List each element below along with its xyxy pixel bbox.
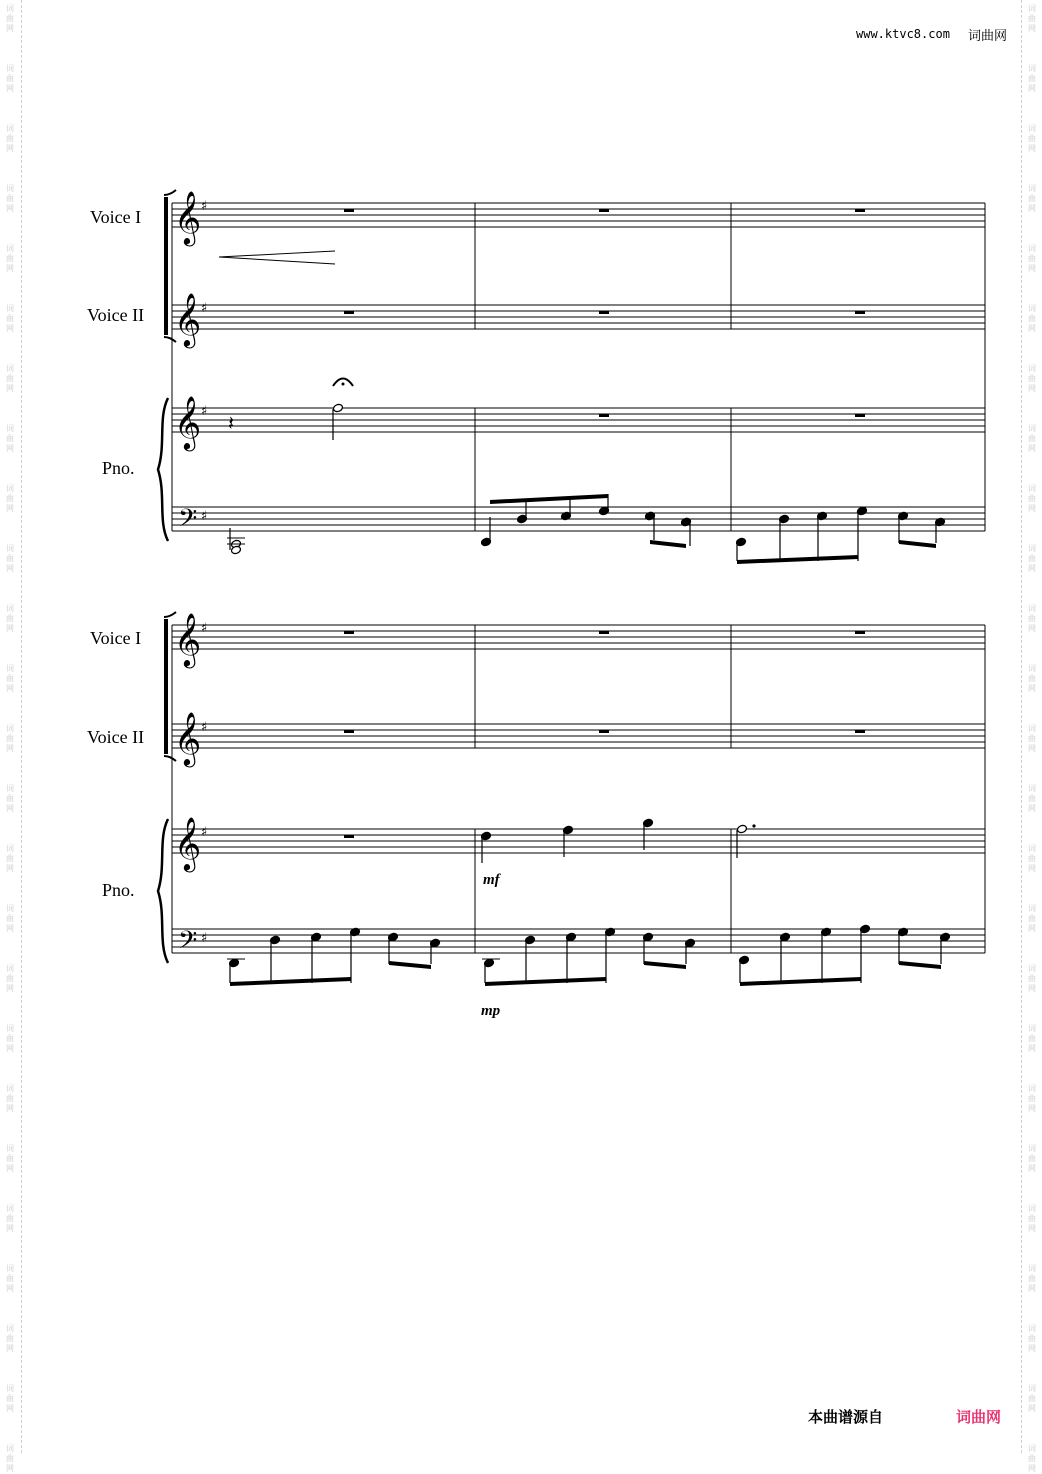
watermark-char: 词 [1028, 484, 1036, 493]
watermark-char: 网 [1028, 1104, 1036, 1113]
watermark-char: 曲 [1028, 194, 1036, 203]
watermark-char: 网 [1028, 384, 1036, 393]
watermark-char: 词 [6, 184, 14, 193]
watermark-char: 网 [1028, 444, 1036, 453]
watermark-char: 词 [6, 724, 14, 733]
watermark-char: 曲 [1028, 1274, 1036, 1283]
watermark-char: 曲 [1028, 14, 1036, 23]
watermark-char: 网 [1028, 24, 1036, 33]
watermark-char: 曲 [6, 434, 14, 443]
watermark-char: 网 [6, 864, 14, 873]
watermark-char: 网 [6, 384, 14, 393]
watermark-char: 词 [6, 484, 14, 493]
whole-rest [599, 414, 609, 417]
watermark-char: 网 [6, 324, 14, 333]
treble-clef: 𝄞 [174, 395, 202, 449]
watermark-char: 词 [1028, 1264, 1036, 1273]
watermark-char: 网 [6, 624, 14, 633]
watermark-char: 网 [6, 564, 14, 573]
watermark-char: 词 [6, 1024, 14, 1033]
watermark-char: 词 [6, 244, 14, 253]
watermark-char: 曲 [6, 1034, 14, 1043]
watermark-char: 词 [6, 424, 14, 433]
watermark-char: 曲 [6, 1394, 14, 1403]
watermark-char: 曲 [6, 74, 14, 83]
watermark-char: 网 [6, 924, 14, 933]
watermark-char: 曲 [1028, 614, 1036, 623]
watermark-char: 词 [6, 904, 14, 913]
key-signature-sharp: ♯ [201, 825, 208, 840]
watermark-char: 网 [1028, 744, 1036, 753]
whole-rest [855, 730, 865, 733]
whole-rest [599, 311, 609, 314]
watermark-char: 曲 [1028, 1034, 1036, 1043]
whole-rest [855, 631, 865, 634]
watermark-char: 词 [1028, 664, 1036, 673]
watermark-char: 网 [1028, 984, 1036, 993]
piano-brace [158, 398, 168, 541]
watermark-char: 曲 [1028, 1214, 1036, 1223]
watermark-char: 曲 [6, 854, 14, 863]
watermark-char: 词 [1028, 64, 1036, 73]
watermark-char: 网 [6, 744, 14, 753]
watermark-char: 曲 [1028, 1334, 1036, 1343]
watermark-char: 词 [6, 124, 14, 133]
watermark-char: 词 [1028, 964, 1036, 973]
watermark-char: 词 [1028, 1024, 1036, 1033]
footer-source-text: 本曲谱源自 [808, 1408, 884, 1426]
staff-label-piano: Pno. [102, 458, 135, 478]
watermark-char: 词 [6, 1144, 14, 1153]
watermark-char: 网 [1028, 504, 1036, 513]
note-beam [644, 961, 686, 969]
watermark-char: 曲 [1028, 1454, 1036, 1463]
watermark-char: 词 [1028, 304, 1036, 313]
watermark-char: 网 [1028, 684, 1036, 693]
watermark-char: 网 [6, 444, 14, 453]
watermark-char: 曲 [1028, 134, 1036, 143]
watermark-char: 词 [6, 604, 14, 613]
watermark-char: 网 [1028, 264, 1036, 273]
watermark-char: 网 [1028, 84, 1036, 93]
note-beam [490, 494, 608, 504]
watermark-char: 曲 [6, 494, 14, 503]
watermark-char: 网 [6, 204, 14, 213]
augmentation-dot [752, 824, 755, 827]
watermark-char: 网 [1028, 624, 1036, 633]
watermark-char: 曲 [6, 614, 14, 623]
watermark-char: 曲 [1028, 554, 1036, 563]
watermark-char: 词 [6, 1264, 14, 1273]
note-beam [389, 961, 431, 969]
watermark-char: 网 [6, 504, 14, 513]
key-signature-sharp: ♯ [201, 404, 208, 419]
watermark-char: 词 [1028, 244, 1036, 253]
whole-rest [599, 209, 609, 212]
watermark-char: 网 [6, 984, 14, 993]
watermark-char: 曲 [6, 1274, 14, 1283]
watermark-char: 网 [1028, 1284, 1036, 1293]
watermark-char: 网 [6, 1464, 14, 1473]
whole-rest [344, 311, 354, 314]
watermark-char: 词 [1028, 124, 1036, 133]
watermark-char: 曲 [1028, 674, 1036, 683]
watermark-char: 词 [1028, 4, 1036, 13]
key-signature-sharp: ♯ [201, 509, 208, 524]
note-beam [485, 977, 606, 986]
header-url[interactable]: www.ktvc8.com [856, 27, 950, 41]
watermark-char: 网 [1028, 1164, 1036, 1173]
watermark-char: 词 [1028, 1144, 1036, 1153]
watermark-char: 网 [6, 1104, 14, 1113]
whole-rest [599, 730, 609, 733]
dynamic-mf: mf [483, 872, 500, 888]
watermark-char: 曲 [1028, 914, 1036, 923]
watermark-char: 曲 [1028, 314, 1036, 323]
watermark-char: 曲 [6, 1094, 14, 1103]
watermark-char: 网 [6, 1224, 14, 1233]
staff-label-voice-2: Voice II [87, 727, 145, 747]
note-beam [740, 977, 861, 986]
watermark-char: 曲 [6, 314, 14, 323]
watermark-char: 词 [1028, 1444, 1036, 1453]
watermark-char: 词 [1028, 544, 1036, 553]
watermark-char: 曲 [1028, 434, 1036, 443]
watermark-char: 曲 [6, 14, 14, 23]
watermark-char: 词 [6, 364, 14, 373]
watermark-char: 曲 [6, 1334, 14, 1343]
watermark-char: 网 [6, 84, 14, 93]
watermark-char: 曲 [1028, 254, 1036, 263]
dynamic-mp: mp [481, 1003, 501, 1019]
treble-clef: 𝄞 [174, 612, 202, 666]
note-beam [899, 540, 936, 548]
treble-clef: 𝄞 [174, 190, 202, 244]
watermark-char: 词 [1028, 784, 1036, 793]
whole-rest [855, 311, 865, 314]
whole-rest [855, 209, 865, 212]
watermark-char: 曲 [6, 1154, 14, 1163]
watermark-char: 曲 [1028, 734, 1036, 743]
note-beam [650, 540, 686, 548]
watermark-char: 词 [6, 844, 14, 853]
whole-rest [344, 730, 354, 733]
watermark-char: 词 [1028, 1384, 1036, 1393]
treble-clef: 𝄞 [174, 816, 202, 870]
whole-rest [855, 414, 865, 417]
watermark-char: 词 [1028, 904, 1036, 913]
fermata-dot [342, 383, 345, 386]
watermark-char: 词 [6, 304, 14, 313]
decrescendo-hairpin [219, 251, 335, 264]
watermark-char: 曲 [1028, 374, 1036, 383]
watermark-char: 网 [6, 144, 14, 153]
watermark-char: 词 [6, 1444, 14, 1453]
whole-rest [344, 835, 354, 838]
treble-clef: 𝄞 [174, 292, 202, 346]
watermark-char: 网 [1028, 1344, 1036, 1353]
watermark-char: 词 [1028, 364, 1036, 373]
watermark-char: 网 [1028, 1224, 1036, 1233]
watermark-char: 词 [1028, 1084, 1036, 1093]
watermark-char: 词 [6, 964, 14, 973]
bass-clef: 𝄢 [178, 504, 198, 539]
watermark-char: 曲 [6, 974, 14, 983]
watermark-char: 曲 [6, 1214, 14, 1223]
staff-label-voice-1: Voice I [90, 207, 142, 227]
watermark-char: 词 [6, 1384, 14, 1393]
watermark-char: 网 [6, 24, 14, 33]
watermark-char: 网 [1028, 324, 1036, 333]
watermark-char: 网 [6, 1284, 14, 1293]
watermark-char: 曲 [6, 734, 14, 743]
watermark-char: 曲 [1028, 974, 1036, 983]
watermark-char: 网 [1028, 144, 1036, 153]
watermark-char: 词 [1028, 1324, 1036, 1333]
watermark-char: 曲 [1028, 1154, 1036, 1163]
watermark-char: 曲 [6, 674, 14, 683]
key-signature-sharp: ♯ [201, 621, 208, 636]
watermark-char: 曲 [1028, 854, 1036, 863]
watermark-char: 曲 [6, 194, 14, 203]
key-signature-sharp: ♯ [201, 931, 208, 946]
watermark-char: 曲 [1028, 74, 1036, 83]
watermark-char: 词 [6, 4, 14, 13]
note-beam [737, 555, 858, 564]
watermark-char: 网 [6, 1344, 14, 1353]
watermark-char: 曲 [6, 254, 14, 263]
note-beam [230, 977, 351, 986]
watermark-char: 词 [6, 664, 14, 673]
piano-brace [158, 819, 168, 963]
watermark-char: 网 [1028, 1404, 1036, 1413]
watermark-char: 网 [1028, 924, 1036, 933]
watermark-char: 词 [1028, 184, 1036, 193]
watermark-char: 网 [1028, 864, 1036, 873]
watermark-char: 词 [1028, 724, 1036, 733]
watermark-char: 词 [6, 784, 14, 793]
watermark-char: 网 [1028, 564, 1036, 573]
watermark-char: 词 [6, 1084, 14, 1093]
footer-site-link[interactable]: 词曲网 [956, 1408, 1002, 1426]
watermark-char: 词 [1028, 1204, 1036, 1213]
whole-rest [344, 631, 354, 634]
note-head [737, 824, 748, 834]
key-signature-sharp: ♯ [201, 301, 208, 316]
bass-clef: 𝄢 [178, 926, 198, 961]
staff-label-voice-1: Voice I [90, 628, 142, 648]
watermark-char: 网 [1028, 804, 1036, 813]
watermark-char: 曲 [6, 794, 14, 803]
watermark-char: 曲 [1028, 1394, 1036, 1403]
watermark-char: 曲 [6, 1454, 14, 1463]
header-site-name: 词曲网 [968, 29, 1008, 44]
watermark-char: 词 [1028, 424, 1036, 433]
whole-rest [599, 631, 609, 634]
watermark-char: 网 [6, 264, 14, 273]
key-signature-sharp: ♯ [201, 199, 208, 214]
watermark-char: 曲 [1028, 1094, 1036, 1103]
note-beam [899, 961, 941, 969]
watermark-char: 网 [6, 1044, 14, 1053]
watermark-char: 网 [6, 684, 14, 693]
watermark-char: 曲 [1028, 494, 1036, 503]
watermark-char: 曲 [6, 134, 14, 143]
watermark-char: 网 [6, 804, 14, 813]
watermark-char: 词 [6, 1204, 14, 1213]
note-head [333, 403, 344, 413]
watermark-char: 网 [1028, 1044, 1036, 1053]
staff-label-voice-2: Voice II [87, 305, 145, 325]
watermark-char: 网 [6, 1164, 14, 1173]
watermark-char: 网 [1028, 204, 1036, 213]
watermark-char: 网 [1028, 1464, 1036, 1473]
watermark-char: 词 [1028, 844, 1036, 853]
watermark-char: 词 [1028, 604, 1036, 613]
key-signature-sharp: ♯ [201, 720, 208, 735]
watermark-char: 词 [6, 64, 14, 73]
watermark-char: 曲 [6, 374, 14, 383]
staff-label-piano: Pno. [102, 880, 135, 900]
watermark-char: 词 [6, 544, 14, 553]
watermark-char: 曲 [6, 554, 14, 563]
quarter-rest: 𝄽 [228, 411, 235, 435]
treble-clef: 𝄞 [174, 711, 202, 765]
watermark-char: 曲 [1028, 794, 1036, 803]
watermark-char: 曲 [6, 914, 14, 923]
watermark-char: 词 [6, 1324, 14, 1333]
whole-rest [344, 209, 354, 212]
watermark-char: 网 [6, 1404, 14, 1413]
